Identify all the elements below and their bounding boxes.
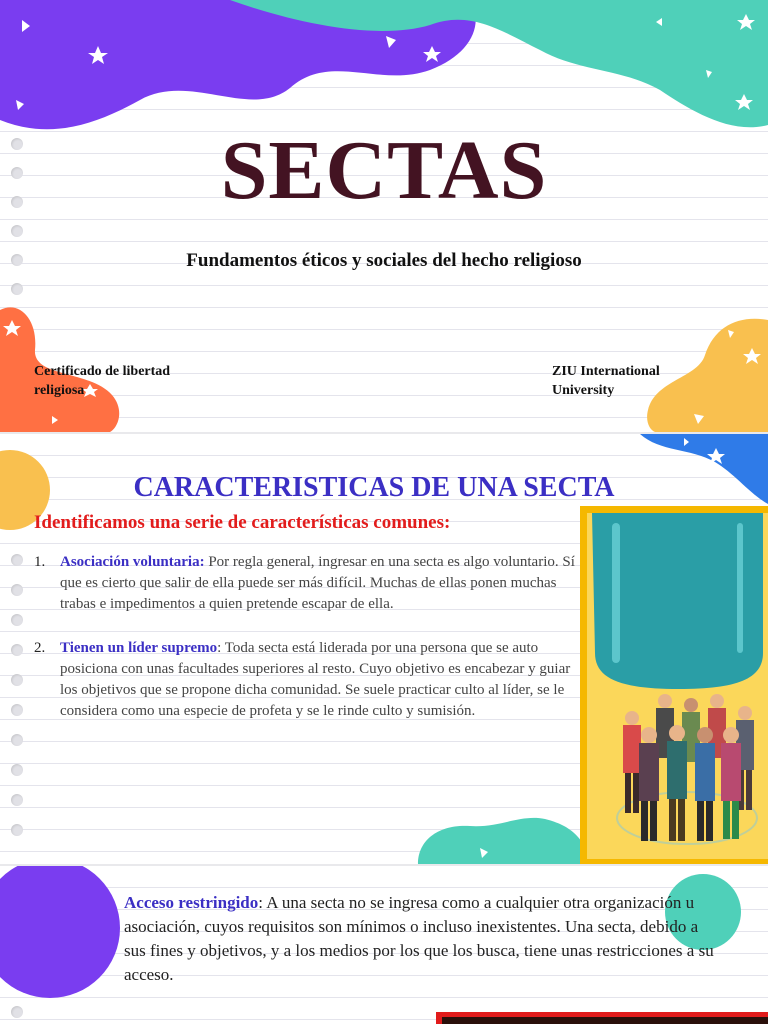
illustration-frame bbox=[580, 506, 768, 864]
notebook-hole-icon bbox=[11, 644, 23, 656]
access-keyword: Acceso restringido bbox=[124, 893, 259, 912]
notebook-hole-icon bbox=[11, 824, 23, 836]
page-subtitle: Fundamentos éticos y sociales del hecho religioso bbox=[186, 250, 582, 271]
list-item-text: Por regla general, ingresar en una secta es algo voluntario. Sí que es cierto que salir de ella puede ser más difícil. Muchas de ellas ponen muchas trabas e impedimentos a quien pretende escapar de ella. bbox=[60, 554, 575, 612]
video-thumbnail-frame bbox=[436, 1012, 768, 1024]
list-item-body bbox=[60, 638, 590, 722]
list-item-text: : Toda secta está liderada por una persona que se auto posiciona con unas facultades superiores al resto. Cuyo objetivo es encabezar y guiar los objetivos que se propone dicha comunidad. Se suele practicar culto al líder, se le considera como una especie de profeta y se le rinde culto y sumisión. bbox=[60, 640, 571, 719]
notebook-hole-icon bbox=[11, 674, 23, 686]
notebook-hole-icon bbox=[11, 1006, 23, 1018]
notebook-hole-icon bbox=[11, 554, 23, 566]
notebook-holes bbox=[11, 866, 23, 1024]
list-item-keyword: Tienen un líder supremo bbox=[60, 640, 218, 656]
notebook-hole-icon bbox=[11, 704, 23, 716]
certificate-label: Certificado de libertad religiosa bbox=[34, 364, 171, 398]
title-slide bbox=[0, 0, 768, 432]
list-item-number: 1. bbox=[34, 554, 46, 570]
crowd-under-jar-illustration bbox=[587, 513, 768, 859]
access-text: : A una secta no se ingresa como a cualquier otra organización u asociación, cuyos requisitos son mínimos o incluso inexistentes. Una secta, debido a sus fines y objetivos, y a los medios por los que los busca, tiene unas restricciones a su acceso. bbox=[124, 893, 714, 984]
notebook-hole-icon bbox=[11, 764, 23, 776]
list-item-number: 2. bbox=[34, 640, 46, 656]
list-item-body bbox=[60, 552, 590, 615]
access-slide bbox=[0, 866, 768, 1024]
notebook-hole-icon bbox=[11, 734, 23, 746]
notebook-hole-icon bbox=[11, 794, 23, 806]
notebook-hole-icon bbox=[11, 225, 23, 237]
characteristics-slide bbox=[0, 434, 768, 864]
list-item-keyword: Asociación voluntaria: bbox=[60, 554, 205, 570]
video-thumbnail bbox=[442, 1017, 768, 1024]
notebook-hole-icon bbox=[11, 614, 23, 626]
section-lead: Identificamos una serie de características comunes: bbox=[34, 512, 451, 533]
list-item bbox=[34, 638, 594, 748]
sect-illustration bbox=[587, 513, 768, 859]
notebook-hole-icon bbox=[11, 283, 23, 295]
page-title: SECTAS bbox=[220, 124, 548, 217]
list-item bbox=[34, 552, 594, 622]
notebook-hole-icon bbox=[11, 584, 23, 596]
university-label: ZIU International University bbox=[552, 364, 660, 398]
section-heading: CARACTERISTICAS DE UNA SECTA bbox=[133, 472, 615, 503]
access-paragraph bbox=[124, 891, 714, 987]
